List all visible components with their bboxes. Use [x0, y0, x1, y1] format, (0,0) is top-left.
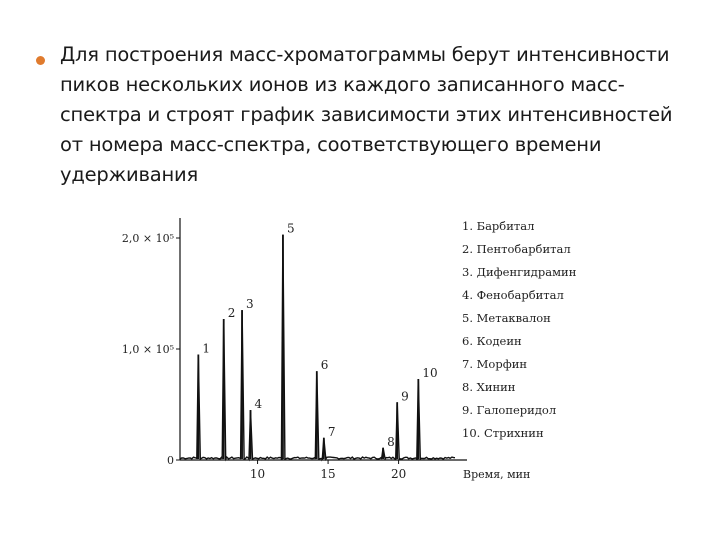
legend-item-6: 6. Кодеин	[462, 334, 522, 348]
peak-label-5: 5	[286, 221, 295, 236]
y-tick-label: 0	[167, 454, 174, 467]
y-tick-label: 1,0 × 10⁵	[121, 343, 174, 356]
legend-item-1: 1. Барбитал	[462, 219, 535, 233]
legend-item-10: 10. Стрихнин	[462, 426, 544, 440]
x-tick-label: 20	[390, 467, 407, 481]
legend-item-3: 3. Дифенгидрамин	[462, 265, 577, 279]
legend-item-7: 7. Морфин	[462, 357, 528, 371]
bullet-dot	[36, 56, 45, 65]
peak-label-6: 6	[320, 358, 329, 373]
chromatogram-chart	[110, 210, 600, 485]
y-tick-label: 2,0 × 10⁵	[121, 232, 174, 245]
x-axis-label: Время, мин	[463, 468, 531, 481]
peak-label-7: 7	[327, 424, 336, 439]
peak-label-9: 9	[401, 389, 409, 404]
legend-item-2: 2. Пентобарбитал	[462, 242, 571, 256]
legend-item-8: 8. Хинин	[462, 380, 516, 394]
peak-label-4: 4	[254, 397, 263, 412]
peak-label-8: 8	[387, 434, 395, 449]
peak-label-2: 2	[227, 306, 236, 321]
legend-item-5: 5. Метаквалон	[462, 311, 551, 325]
peak-label-1: 1	[202, 341, 210, 356]
legend-item-4: 4. Фенобарбитал	[462, 288, 564, 302]
bullet-block	[36, 40, 696, 190]
peak-label-3: 3	[246, 297, 254, 312]
chart-svg	[110, 210, 600, 485]
peak-label-10: 10	[422, 365, 438, 380]
bullet-text: Для построения масс-хроматограммы берут интенсивности пиков нескольких ионов из каждого записанного масс-спектра и строят график зависимости этих интенсивностей от номера масс-спектра, соответствующего времени удерживания	[60, 43, 673, 186]
legend-item-9: 9. Галоперидол	[462, 403, 557, 417]
x-tick-label: 10	[249, 467, 266, 481]
x-tick-label: 15	[320, 467, 336, 481]
